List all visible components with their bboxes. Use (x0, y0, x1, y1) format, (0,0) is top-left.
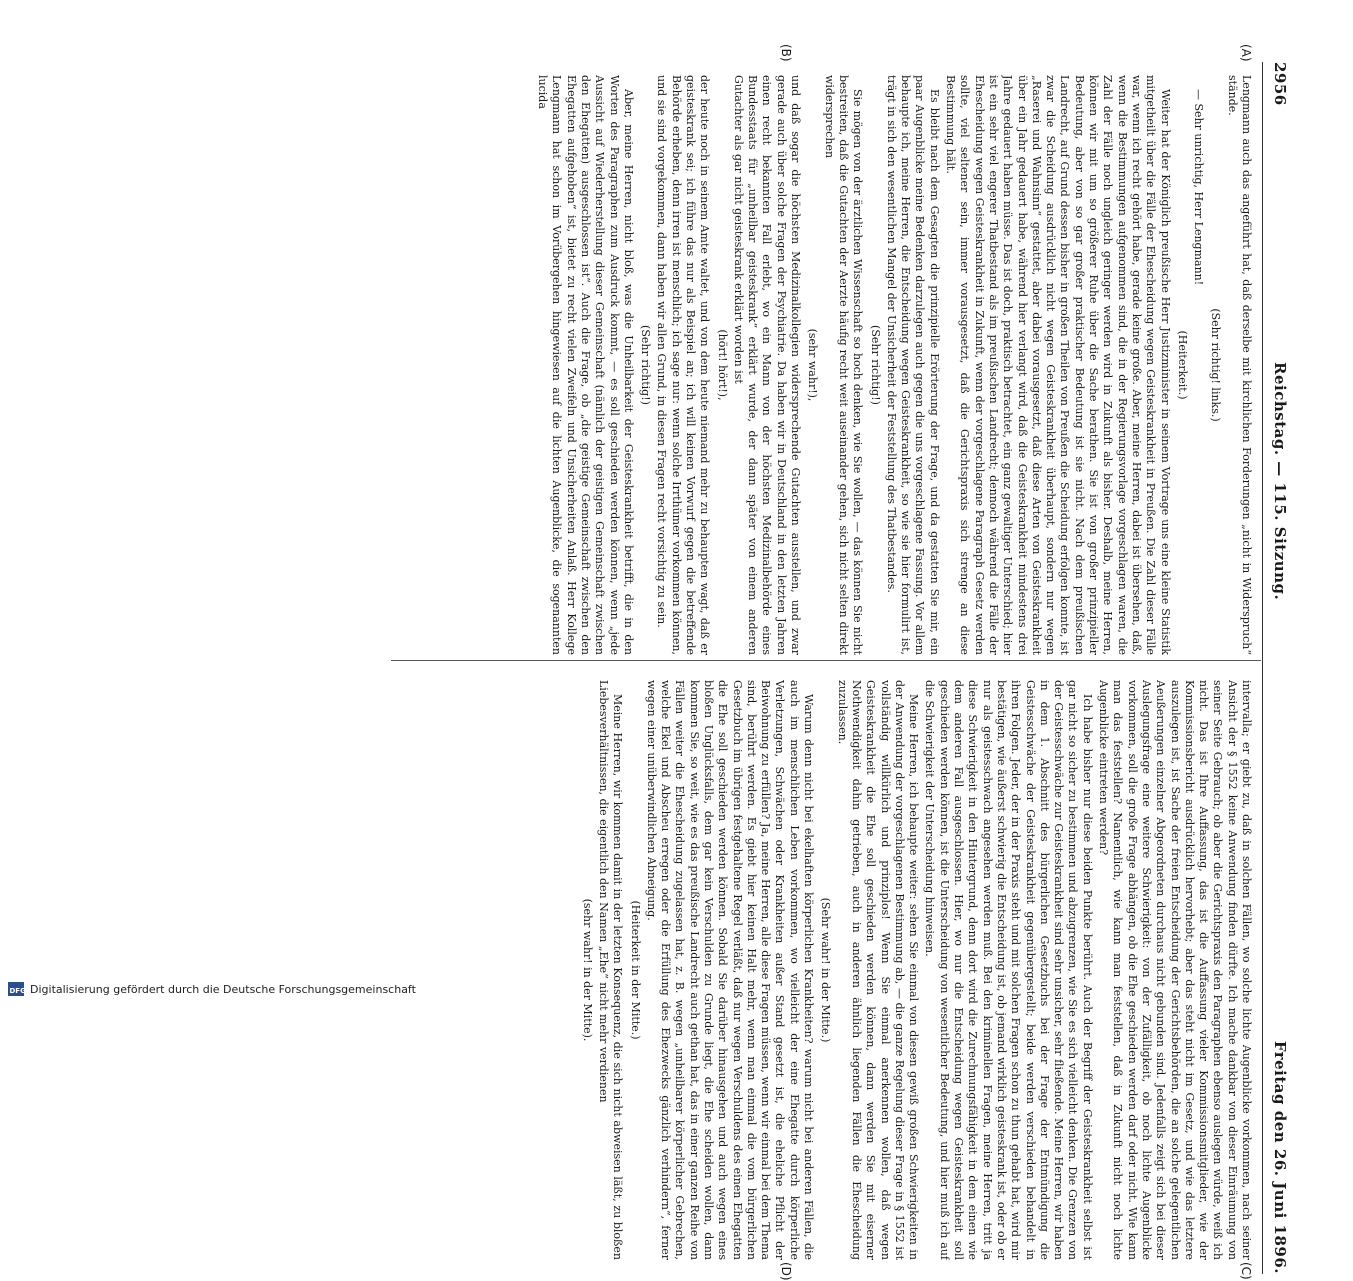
interjection-remark: (sehr wahr! in der Mitte). (580, 898, 594, 1042)
text-paragraph: — Sehr unrichtig, Herr Lengmann! (1192, 89, 1206, 286)
page-header (1265, 62, 1291, 1274)
right-text-column (393, 680, 1253, 1260)
digitization-credit: Digitalisierung gefördert durch die Deutsche Forschungsgemeinschaft (30, 983, 416, 996)
interjection-remark: (Sehr richtig! links.) (1209, 308, 1223, 422)
text-paragraph: der heute noch in seinem Amte waltet, und von dem heute niemand mehr zu behaupten wagt, daß er geisteskrank sei; ich führe das nur als Beispiel an; ich will keinen Vorwurf gegen die betreffende Behörde erheben, denn irren ist menschlich; ich sage nur: wenn solche Irrthümer vorkommen können, und sie sind vorgekommen, dann haben wir allen Grund, in diesen Fragen recht vorsichtig zu sein. (655, 75, 712, 655)
text-paragraph: und daß sogar die höchsten Medizinalkollegien widersprechende Gutachten ausstellen, und zwar gerade auch über solche Fragen der Psychiatrie. Da haben wir in Deutschland in den letzten Jahren einen recht bekannten Fall erlebt, wo ein Mann von der höchsten Medizinalbehörde eines Bundesstaats für „unheilbar geisteskrank“ erklärt wurde, der dann später von einem anderen Gutachter als gar nicht geisteskrank erklärt worden ist (731, 75, 803, 655)
interjection-remark: (Sehr wahr! in der Mitte.) (819, 897, 833, 1043)
header-rule (1262, 62, 1263, 1274)
text-paragraph: Warum denn nicht bei ekelhaften körperlichen Krankheiten? warum nicht bei anderen Fällen, die auch im menschlichen Leben vorkommen, wo vielleicht der eine Ehegatte durch körperliche Verletzungen, Schwächen oder Krankheiten außer Stand gesetzt ist, die eheliche Pflicht der Beiwohnung zu erfüllen? Ja, meine Herren, alle diese Fragen müssen, wenn wir einmal bei dem Thema sind, berührt werden. Es giebt hier keinen Halt mehr, wenn man einmal die vom bürgerlichen Gesetzbuch im übrigen festgehaltene Regel verläßt, daß nur wegen Verschuldens des einen Ehegatten die Ehe soll geschieden werden können. Sobald Sie darüber hinausgehen und auch wegen eines bloßen Unglücksfalls, dem gar kein Verschulden zu Grunde liegt, die Ehe scheiden wollen, dann kommen Sie, so weit, wie es das preußische Landrecht auch gethan hat, das in einer ganzen Reihe von Fällen weiter die Ehescheidung zugelassen hat, z. B. wegen „unheilbarer körperlicher Gebrechen, welche Ekel und Abscheu erregen oder die Erfüllung des Ehezwecks gänzlich verhindern“, ferner wegen einer unüberwindlichen Abneigung. (644, 680, 816, 1260)
session-title: Reichstag. — 115. Sitzung. (1271, 362, 1289, 601)
page-number: 2956 (1271, 62, 1289, 106)
interjection-remark: (sehr wahr!), (806, 328, 820, 402)
margin-marker-c: (C) (1239, 1262, 1253, 1280)
text-paragraph: Lengmann auch das angeführt hat, daß derselbe mit kirchlichen Forderungen „nicht in Widerspruch“ stände. (1225, 75, 1253, 655)
text-paragraph: Weiter hat der Königlich preußische Herr Justizminister in seinem Vortrage uns eine kleine Statistik mitgetheilt über die Fälle der Ehescheidung wegen Geisteskrankheit in Preußen. Die Zahl dieser Fälle war, wenn ich recht gehört habe, gerade keine große. Aber, meine Herren, dabei ist übersehen, daß, wenn die Bestimmungen aufgenommen sind, die in der Regierungsvorlage vorgeschlagen waren, die Zahl der Fälle noch ungleich geringer werden wird in Zukunft als bisher. Deshalb, meine Herren, können wir mit um so größerer Ruhe über die Sache berathen. Sie ist von großer prinzipieller Bedeutung, aber von so gar großer praktischer Bedeutung ist sie nicht. Nach dem preußischen Landrecht, auf Grund dessen bisher in großen Theilen von Preußen die Scheidung erfolgen konnte, ist zwar die Scheidung ausdrücklich nicht wegen Geisteskrankheit überhaupt, sondern nur wegen „Raserei und Wahnsinn“ gestattet, aber dabei vorausgesetzt, daß diese Arten von Geisteskrankheit über ein Jahr gedauert habe, während hier verlangt wird, daß die Geisteskrankheit mindestens drei Jahre gedauert haben müsse. Das ist doch, praktisch betrachtet, ein ganz gewaltiger Unterschied; hier ist ein sehr viel engerer Thatbestand als im preußischen Landrecht; dennoch während die Fälle der Ehescheidung wegen Geisteskrankheit in Zukunft, wenn der vorgeschlagene Paragraph Gesetz werden sollte, viel seltener sein, immer vorausgesetzt, daß die Gerichtspraxis sich strenge an diese Bestimmung hält. (944, 75, 1172, 655)
dfg-logo-icon: DFG (9, 987, 26, 995)
session-date: Freitag den 26. Juni 1896. (1271, 1040, 1289, 1274)
interjection-remark: (Heiterkeit.) (1175, 330, 1189, 400)
text-paragraph: Sie mögen von der ärztlichen Wissenschaft so hoch denken, wie Sie wollen, — das können Sie nicht bestreiten, daß die Gutachten der Aerzte häufig recht weit auseinander gehen, sich nicht selten direkt widersprechen (822, 75, 865, 655)
footer-strip (0, 978, 1353, 1000)
margin-marker-d: (D) (779, 1262, 793, 1281)
text-paragraph: Meine Herren, wir kommen damit in der letzten Konsequenz, die sich nicht abweisen läßt, zu bloßen Liebesverhältnissen, die eigentlich den Namen „Ehe“ nicht mehr verdienen (596, 680, 625, 1260)
text-paragraph: Ich habe bisher nur diese beiden Punkte berührt. Auch der Begriff der Geisteskrankheit selbst ist gar nicht so sicher zu bestimmen und abzugrenzen, wie Sie es sich vielleicht denken. Die Grenzen von der Geistesschwäche zur Geisteskrankheit sind sehr unsicher, sehr fließende. Meine Herren, wir haben in dem 1. Abschnitt des bürgerlichen Gesetzbuchs bei der Frage der Entmündigung die Geistesschwäche der Geisteskrankheit gegenübergestellt; beide werden verschieden behandelt in ihren Folgen. Jeder, der in der Praxis steht und mit solchen Fragen schon zu thun gehabt hat, wird mir bestätigen, wie äußerst schwierig die Entscheidung ist, ob jemand wirklich geisteskrank ist, oder ob er nur als geistesschwach angesehen werden muß. Bei den kriminellen Fragen, meine Herren, tritt ja diese Schwierigkeit in den Hintergrund, denn dort wird die Zurechnungsfähigkeit in dem einen wie dem anderen Fall ausgeschlossen. Hier, wo nur die Entscheidung wegen Geisteskrankheit soll geschieden werden können, ist die Unterscheidung von wesentlicher Bedeutung, und hier muß ich auf die Schwierigkeit der Unterscheidung hinweisen. (923, 680, 1094, 1260)
interjection-remark: (Sehr richtig!) (639, 325, 653, 405)
left-text-column (393, 75, 1253, 655)
interjection-remark: (Sehr richtig!) (868, 325, 882, 405)
text-paragraph: intervalla; er giebt zu, daß in solchen Fällen, wo solche lichte Augenblicke vorkommen, nach seiner Ansicht der § 1552 keine Anwendung finden dürfte. Ich mache dankbar von dieser Einräumung von seiner Seite Gebrauch; ob aber die Gerichtspraxis den Paragraphen ebenso auslegen würde, weiß ich nicht. Das ist Ihre Auffassung, das ist die Auffassung vieler Kommissionsmitglieder, wie der Kommissionsbericht ausdrücklich hervorhebt; aber das steht nicht im Gesetz, und wie das letztere auszulegen ist, ist Sache der freien Entscheidung der Gerichtsbehörden, die an solche gelegentlichen Aeußerungen einzelner Abgeordneten durchaus nicht gebunden sind. Jedenfalls zeigt sich bei dieser Auslegungsfrage eine weitere Schwierigkeit: von der Zufälligkeit, ob noch lichte Augenblicke vorkommen, soll die große Frage abhängen, ob die Ehe geschieden werden darf oder nicht. Wie kann man das feststellen? Namentlich, wie kann man feststellen, daß in Zukunft nicht noch lichte Augenblicke eintreten werden? (1097, 680, 1253, 1260)
text-paragraph: Meine Herren, ich behaupte weiter: sehen Sie einmal von diesen gewiß großen Schwierigkeiten in der Anwendung der vorgeschlagenen Bestimmung ab, — die ganze Regelung dieser Frage in § 1552 ist vollständig willkürlich und prinziplos! Wenn Sie einmal anerkennen wollen, daß wegen Geisteskrankheit die Ehe soll geschieden werden können, dann werden Sie mit eiserner Nothwendigkeit dahin getrieben, auch in anderen ähnlich liegenden Fällen die Ehescheidung zuzulassen. (835, 680, 921, 1260)
interjection-remark: (Heiterkeit in der Mitte.) (628, 900, 642, 1040)
text-paragraph: Aber, meine Herren, nicht bloß, was die Unheilbarkeit der Geisteskrankheit betrifft, die in den Worten des Paragraphen zum Ausdruck kommt, — es soll geschieden werden können, wenn „jede Aussicht auf Wiederherstellung dieser Gemeinschaft (nämlich der geistigen Gemeinschaft zwischen den Ehegatten) ausgeschlossen ist“. Auch die Frage, ob „die geistige Gemeinschaft zwischen den Ehegatten aufgehoben“ ist, bietet zu recht vielen Zweifeln und Unsicherheiten Anlaß. Herr Kollege Lengmann hat schon im Vorübergehen hingewiesen auf die lichten Augenblicke, die sogenannten lucida (536, 75, 635, 655)
column-divider (391, 660, 1261, 661)
text-paragraph: Es bleibt nach dem Gesagten die prinzipielle Erörterung der Frage, und da gestatten Sie mir, ein paar Augenblicke meine Bedenken darzulegen auch gegen die uns vorgeschlagene Fassung. Vor allem behaupte ich, meine Herren, die Entscheidung wegen Geisteskrankheit, so wie sie hier formulirt ist, trägt in sich den wesentlichen Mangel der Unsicherheit der Feststellung des Thatbestandes. (884, 75, 941, 655)
margin-marker-a: (A) (1239, 44, 1253, 62)
margin-marker-b: (B) (779, 44, 793, 62)
interjection-remark: (hört! hört!), (715, 329, 729, 401)
